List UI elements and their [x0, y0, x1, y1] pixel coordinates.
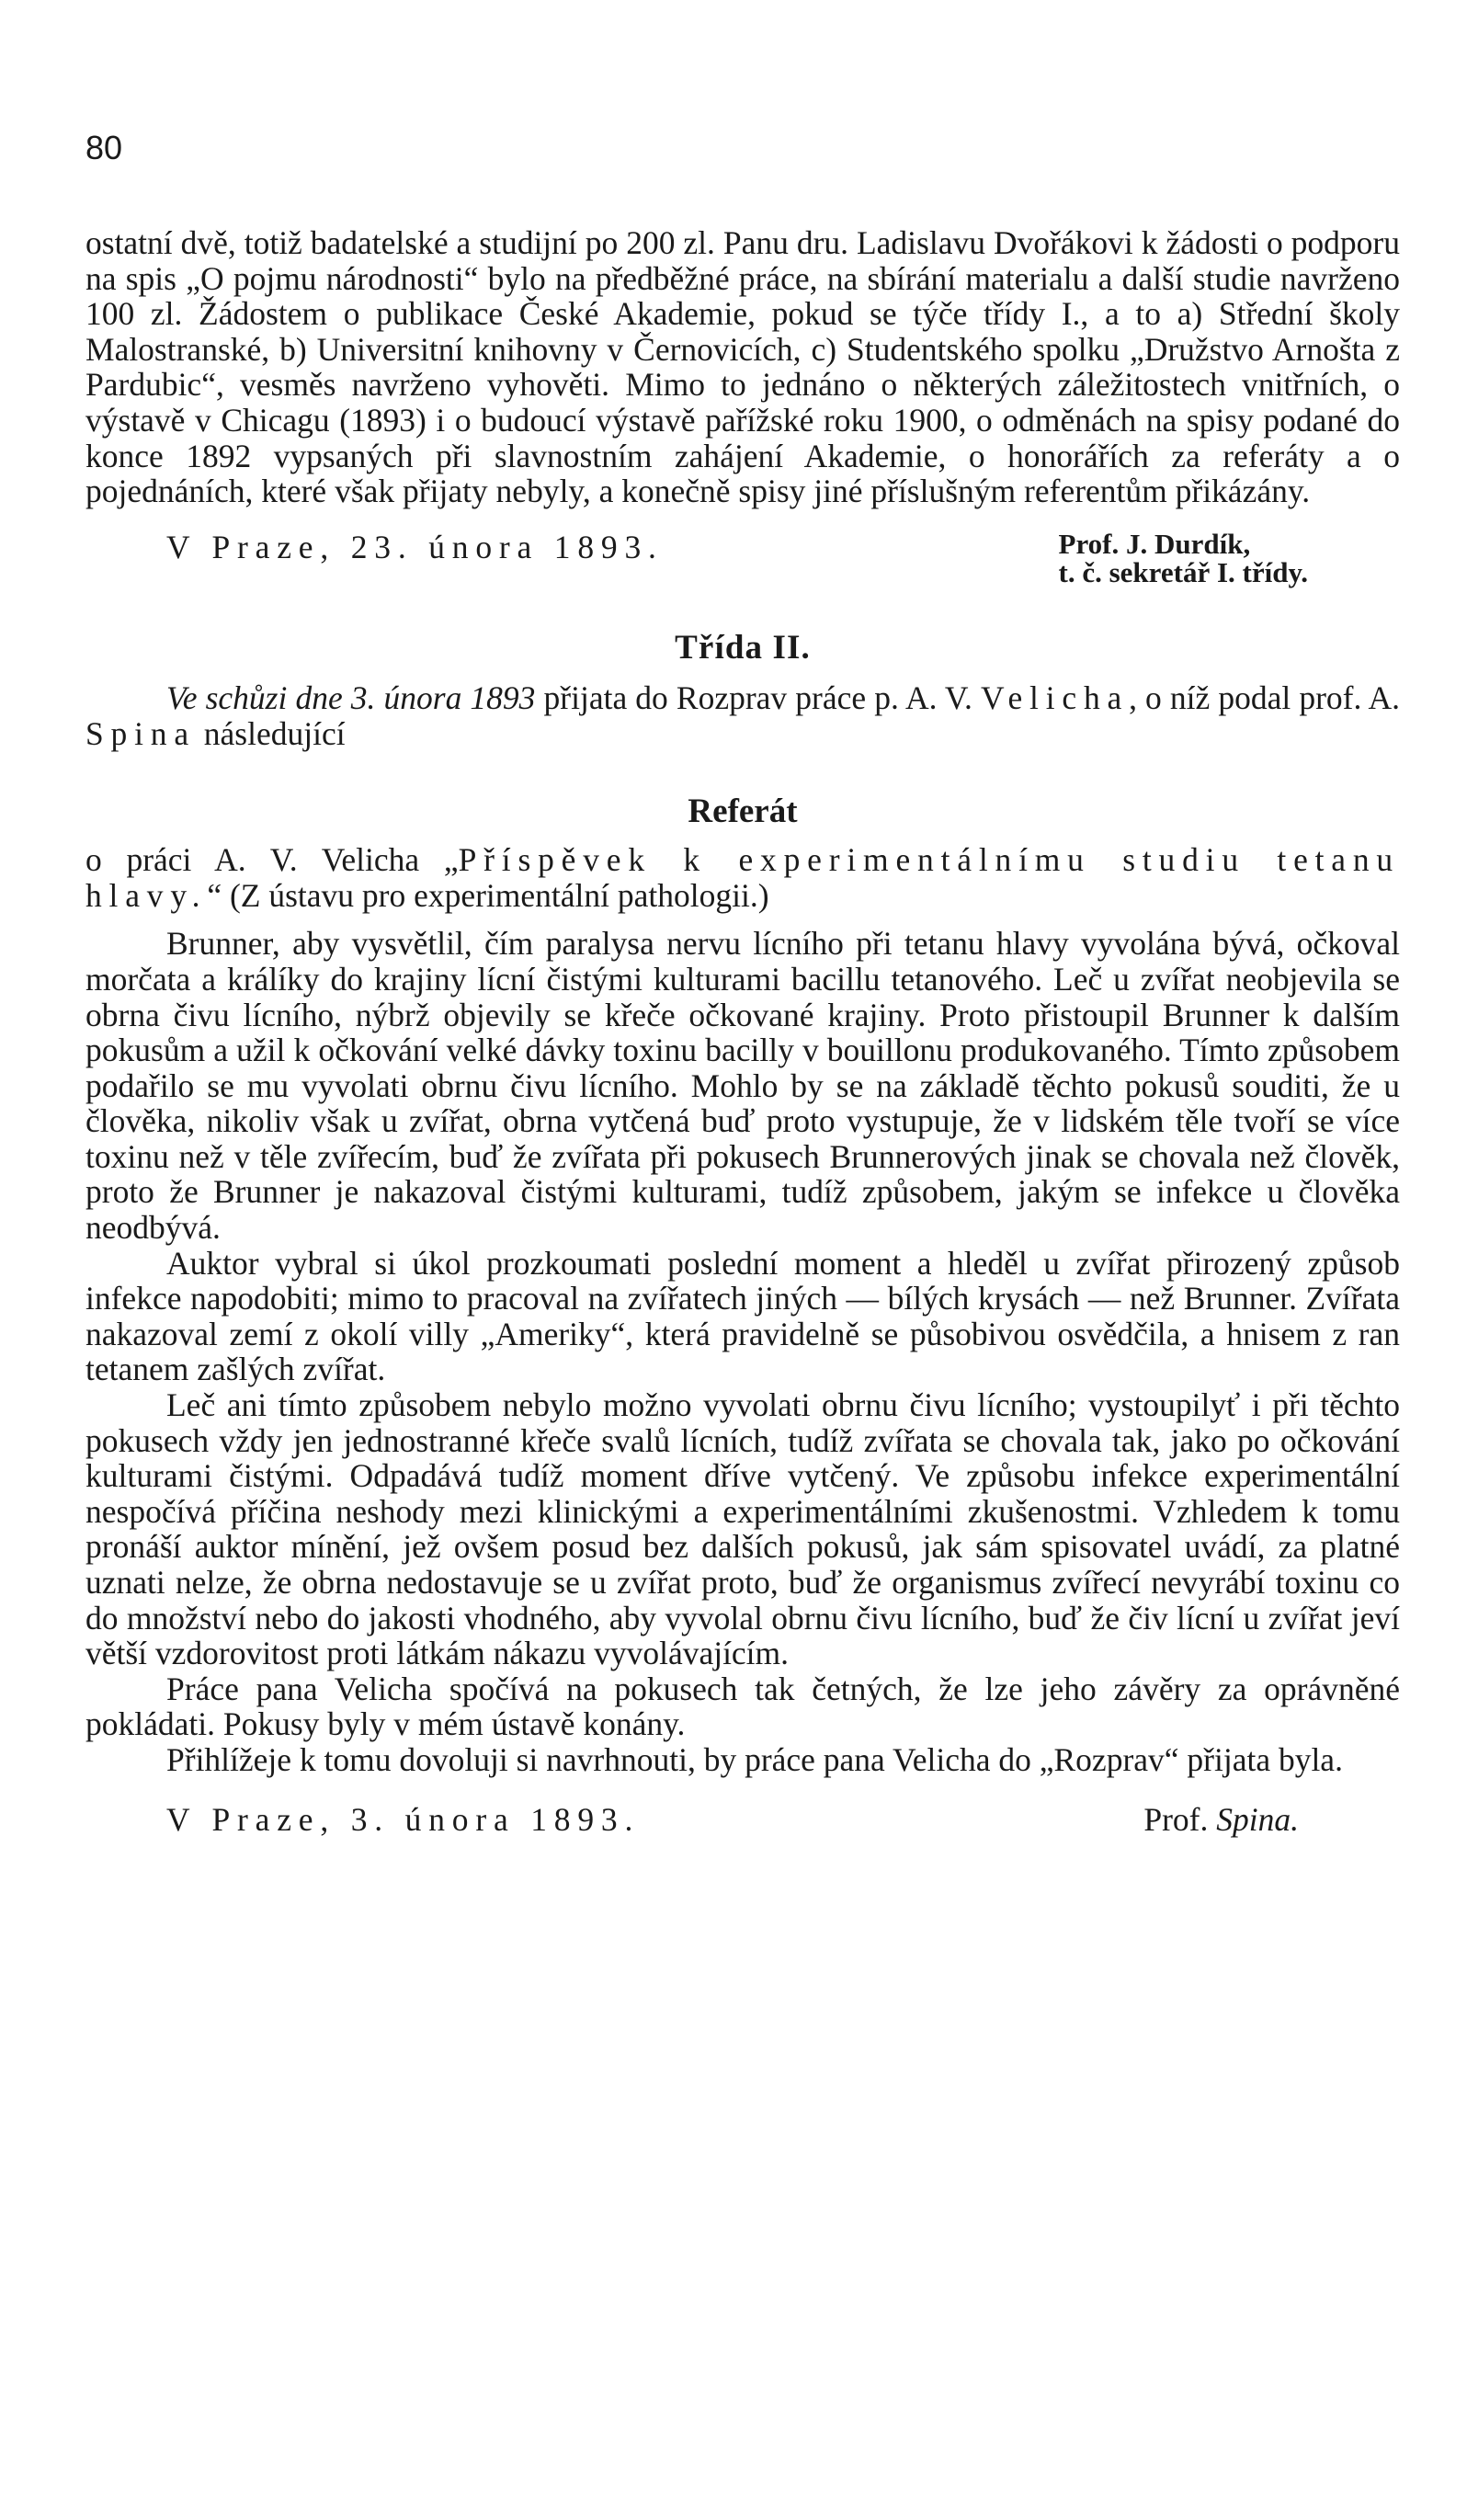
section-heading-referat: Referát: [688, 792, 798, 830]
signature2-prefix: Prof.: [1143, 1800, 1217, 1838]
signature2-name: Spina.: [1216, 1800, 1299, 1838]
signature-place-date: [85, 530, 664, 565]
meeting-text-b: , o níž podal prof. A.: [1129, 679, 1400, 717]
paragraph-results: Leč ani tímto způsobem nebylo možno vyvolati obrnu čivu lícního; vystoupilyť i při těchto pokusech vždy jen jednostranné křeče svalů lícních, tudíž zvířata se chovala tak, jako po očkování kulturami čistými. Odpadává tudíž moment dříve vytčený. Ve způsobu infekce experimentální nespočívá příčina neshody mezi klinickými a experimentálními zkušenostmi. Vzhledem k tomu pronáší auktor mínění, jež ovšem posud bez dalších pokusů, jak sám spisovatel uvádí, za platné uznati nelze, že obrna nedostavuje se u zvířat proto, buď že organismus zvířecí nevyrábí toxinu co do množství nebo do jakosti vhodného, aby vyvolal obrnu čivu lícního, buď že čiv lícní u zvířat jeví větší vzdorovitost proti látkám nákazu vyvolávajícím.: [85, 1386, 1400, 1672]
paragraph-meeting: [85, 680, 1400, 751]
signature2-place-date-text: V Praze, 3. února 1893.: [166, 1800, 641, 1838]
signature-place-date-text: V Praze, 23. února 1893.: [166, 528, 664, 565]
work-title-text-a: o práci A. V. Velicha „: [85, 841, 459, 879]
paragraph-proposal: Přihlížeje k tomu dovoluji si navrhnouti, by práce pana Velicha do „Rozprav“ přijata byla.: [166, 1740, 1343, 1778]
section-heading-trida: Třída II.: [675, 628, 811, 667]
signature-author: [1058, 527, 1308, 588]
paragraph-brunner: Brunner, aby vysvětlil, čím paralysa nervu lícního při tetanu hlavy vyvolána bývá, očkoval morčata a králíky do krajiny lícní čistými kulturami bacillu tetanového. Leč u zvířat neobjevila se obrna čivu lícního, nýbrž objevily se křeče očkované krajiny. Proto přistoupil Brunner k dalším pokusům a užil k očkování velké dávky toxinu bacilly v bouillonu produkovaného. Tímto způsobem podařilo se mu vyvolati obrnu čivu lícního. Mohlo by se na základě těchto pokusů souditi, že u člověka, nikoliv však u zvířat, obrna vytčená buď proto vystupuje, že v lidském těle tvoří se více toxinu než v těle zvířecím, buď že zvířata při pokusech Brunnerových jinak se chovala než člověk, proto že Brunner je nakazoval čistými kulturami, tudíž způsobem, jakým se infekce u člověka neodbývá.: [85, 925, 1400, 1247]
meeting-text-a: přijata do Rozprav práce p. A. V.: [535, 679, 981, 717]
work-title-text-b: “ (Z ústavu pro experimentální pathologii.): [207, 876, 769, 914]
page-number: 80: [85, 129, 123, 166]
signature-name: Prof. J. Durdík,: [1058, 527, 1251, 560]
paragraph-work-title: [85, 842, 1400, 913]
signature-block-1: [85, 527, 1400, 588]
reviewer-name-spaced: Spina: [85, 714, 196, 752]
paragraph-opening: ostatní dvě, totiž badatelské a studijní po 200 zl. Panu dru. Ladislavu Dvořákovi k žádosti o podporu na spis „O pojmu národnosti“ bylo na předběžné práce, na sbírání materialu a další studie navrženo 100 zl. Žádostem o publikace České Akademie, pokud se týče třídy I., a to a) Střední školy Malostranské, b) Universitní knihovny v Černovicích, c) Studentského spolku „Družstvo Arnošta z Pardubic“, vesměs navrženo vyhověti. Mimo to jednáno o některých záležitostech vnitřních, o výstavě v Chicagu (1893) i o budoucí výstavě pařížské roku 1900, o odměnách na spisy podané do konce 1892 vypsaných při slavnostním zahájení Akademie, o honorářích za referáty a o pojednáních, které však přijaty nebyly, a konečně spisy jiné příslušným referentům přikázány.: [85, 224, 1400, 510]
meeting-date: Ve schůzi dne 3. února 1893: [166, 679, 536, 717]
paragraph-auktor: Auktor vybral si úkol prozkoumati poslední moment a hleděl u zvířat přirozený způsob infekce napodobiti; mimo to pracoval na zvířatech jiných — bílých krysách — než Brunner. Zvířata nakazoval zemí z okolí villy „Ameriky“, která pravidelně se působivou osvědčila, a hnisem z ran tetanem zašlých zvířat.: [85, 1244, 1400, 1388]
author-name-spaced: Velicha: [980, 679, 1130, 717]
work-title-spaced: Příspěvek k experimentálnímu studiu tetanu hlavy.: [85, 841, 1400, 914]
signature2-author: [1143, 1802, 1299, 1838]
signature2-place-date: [85, 1802, 640, 1838]
meeting-text-c: následující: [195, 714, 346, 752]
paragraph-conclusion: Práce pana Velicha spočívá na pokusech tak četných, že lze jeho závěry za oprávněné pokládati. Pokusy byly v mém ústavě konány.: [85, 1670, 1400, 1743]
signature-block-2: [85, 1802, 1400, 1838]
signature-title: t. č. sekretář I. třídy.: [1058, 555, 1308, 588]
document-body: [85, 225, 1400, 1837]
